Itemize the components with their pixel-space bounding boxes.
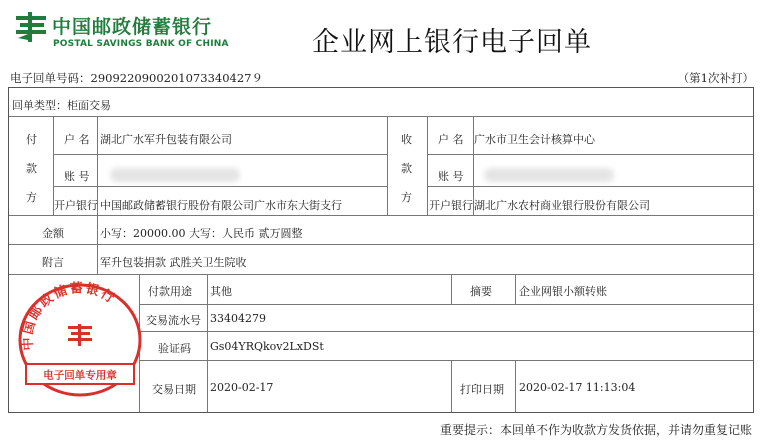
receipt-number-value: 2909220900201073340427９ [90, 71, 263, 85]
footer-notice: 重要提示：本回单不作为收款方发货依据，并请勿重复记账 [439, 423, 752, 437]
verify-value: Gs04YRQkov2LxDSt [210, 340, 324, 353]
receipt-type [12, 97, 111, 113]
payee-side-label-3: 方 [401, 191, 412, 204]
summary-label: 摘要 [470, 285, 492, 298]
amount-label: 金额 [42, 227, 64, 240]
serial-value: 33404279 [210, 312, 266, 325]
receipt-number [10, 70, 263, 86]
amount-value: 小写：20000.00 大写：人民币 贰万圆整 [100, 227, 303, 240]
payee-name: 广水市卫生会计核算中心 [474, 133, 595, 146]
payee-account-label: 账 号 [438, 170, 464, 183]
payer-name-label: 户 名 [64, 133, 90, 146]
payee-name-label: 户 名 [438, 133, 464, 146]
payee-bank: 湖北广水农村商业银行股份有限公司 [474, 199, 650, 212]
purpose-value: 其他 [210, 285, 232, 298]
bank-logo [14, 10, 244, 52]
payer-side-label-2: 款 [26, 162, 37, 175]
bank-seal-stamp [12, 280, 148, 400]
seal-band-text: 电子回单专用章 [43, 369, 117, 382]
psbc-emblem-icon [14, 10, 48, 44]
payee-account-redacted [484, 168, 614, 182]
trade-date-value: 2020-02-17 [210, 381, 274, 394]
receipt-number-label: 电子回单号码： [10, 71, 91, 85]
payer-account-label: 账 号 [64, 170, 90, 183]
payer-account-redacted [110, 168, 240, 182]
remark-label: 附言 [42, 256, 64, 269]
receipt-type-label: 回单类型： [12, 99, 67, 112]
payee-bank-label: 开户银行 [429, 199, 473, 212]
receipt-type-value: 柜面交易 [67, 99, 111, 112]
payee-side-label-2: 款 [401, 162, 412, 175]
purpose-label: 付款用途 [148, 285, 192, 298]
payee-side-label-1: 收 [401, 133, 412, 146]
payer-bank: 中国邮政储蓄银行股份有限公司广水市东大街支行 [100, 199, 342, 212]
payer-side-label-3: 方 [26, 191, 37, 204]
reprint-note: （第1次补打） [677, 71, 754, 85]
seal-text: 中国邮政储蓄银行 [20, 280, 119, 351]
bank-name-en: POSTAL SAVINGS BANK OF CHINA [53, 39, 229, 49]
summary-value: 企业网银小额转账 [519, 285, 607, 298]
serial-label: 交易流水号 [146, 314, 201, 327]
print-date-label: 打印日期 [460, 383, 504, 396]
payer-bank-label: 开户银行 [54, 199, 98, 212]
bank-name-cn: 中国邮政储蓄银行 [52, 16, 213, 38]
remark-value: 军升包装捐款 武胜关卫生院收 [100, 256, 247, 269]
payer-side-label-1: 付 [26, 133, 37, 146]
verify-label: 验证码 [158, 342, 191, 355]
print-date-value: 2020-02-17 11:13:04 [519, 381, 636, 394]
page-title: 企业网上银行电子回单 [312, 27, 592, 58]
trade-date-label: 交易日期 [152, 383, 196, 396]
payer-name: 湖北广水军升包装有限公司 [100, 133, 232, 146]
